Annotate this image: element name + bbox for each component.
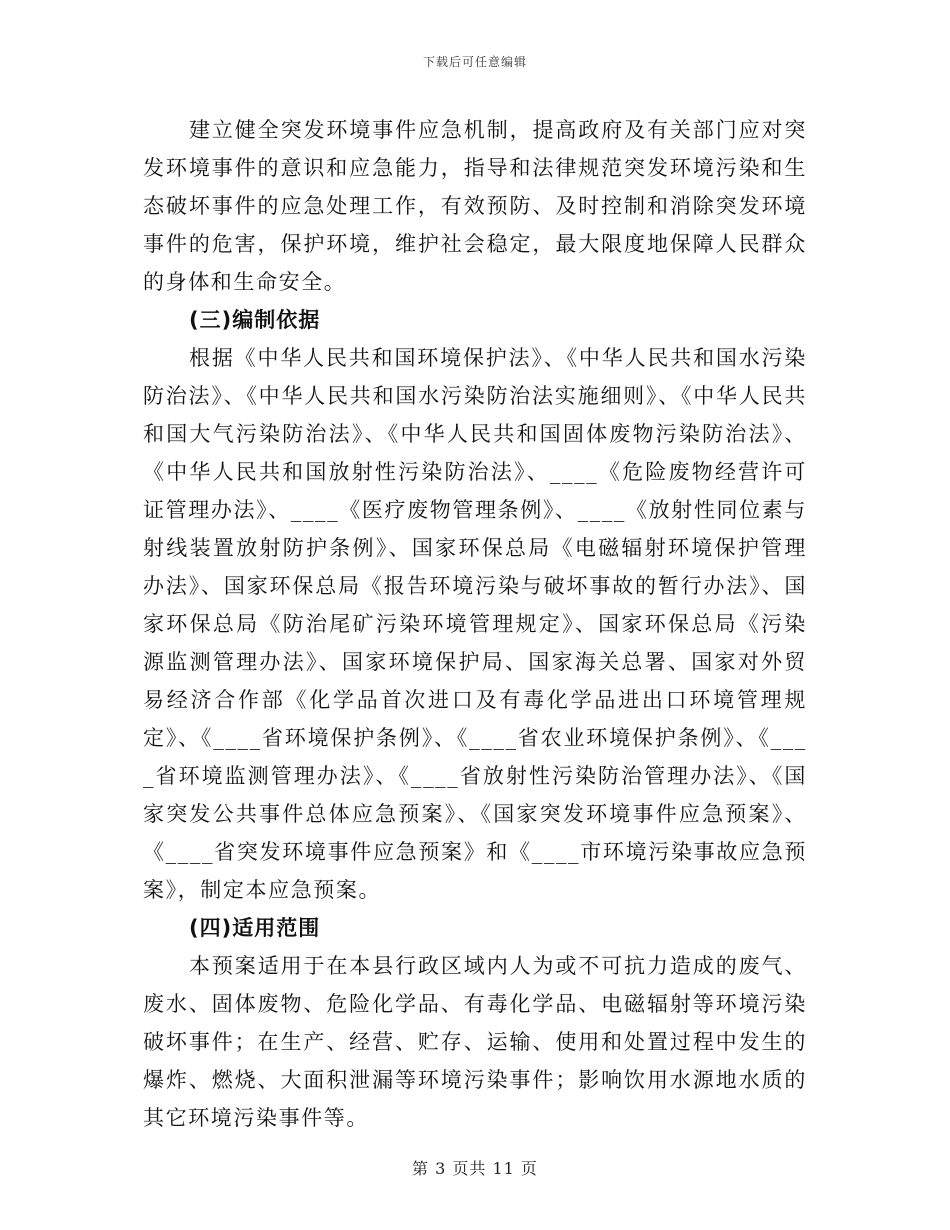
paragraph-purpose: 建立健全突发环境事件应急机制，提高政府及有关部门应对突发环境事件的意识和应急能力，指导和法律规范突发环境污染和生态破坏事件的应急处理工作，有效预防、及时控制和消除突发环境事件的危害，保护环境，维护社会稳定，最大限度地保障人民群众的身体和生命安全。 xyxy=(143,118,807,294)
paragraph-basis: 根据《中华人民共和国环境保护法》、《中华人民共和国水污染防治法》、《中华人民共和国水污染防治法实施细则》、《中华人民共和国大气污染防治法》、《中华人民共和国固体废物污染防治法》、《中华人民共和国放射性污染防治法》、____《危险废物经营许可证管理办法》、____《医疗废物管理条例》、____《放射性同位素与射线装置放射防护条例》、国家环保总局《电磁辐射环境保护管理办法》、国家环保总局《报告环境污染与破坏事故的暂行办法》、国家环保总局《防治尾矿污染环境管理规定》、国家环保总局《污染源监测管理办法》、国家环境保护局、国家海关总署、国家对外贸易经济合作部《化学品首次进口及有毒化学品进出口环境管理规定》、《____省环境保护条例》、《____省农业环境保护条例》、《____省环境监测管理办法》、《____省放射性污染防治管理办法》、《国家突发公共事件总体应急预案》、《国家突发环境事件应急预案》、《____省突发环境事件应急预案》和《____市环境污染事故应急预案》，制定本应急预案。 xyxy=(143,346,807,902)
paragraph-scope: 本预案适用于在本县行政区域内人为或不可抗力造成的废气、废水、固体废物、危险化学品、有毒化学品、电磁辐射等环境污染破坏事件；在生产、经营、贮存、运输、使用和处置过程中发生的爆炸、燃烧、大面积泄漏等环境污染事件；影响饮用水源地水质的其它环境污染事件等。 xyxy=(143,954,807,1130)
section-heading-basis: (三)编制依据 xyxy=(189,308,321,332)
section-heading-scope: (四)适用范围 xyxy=(189,916,321,940)
page-number: 第 3 页共 11 页 xyxy=(412,1159,538,1178)
document-body xyxy=(143,111,807,1137)
header-note: 下载后可任意编辑 xyxy=(422,55,527,69)
